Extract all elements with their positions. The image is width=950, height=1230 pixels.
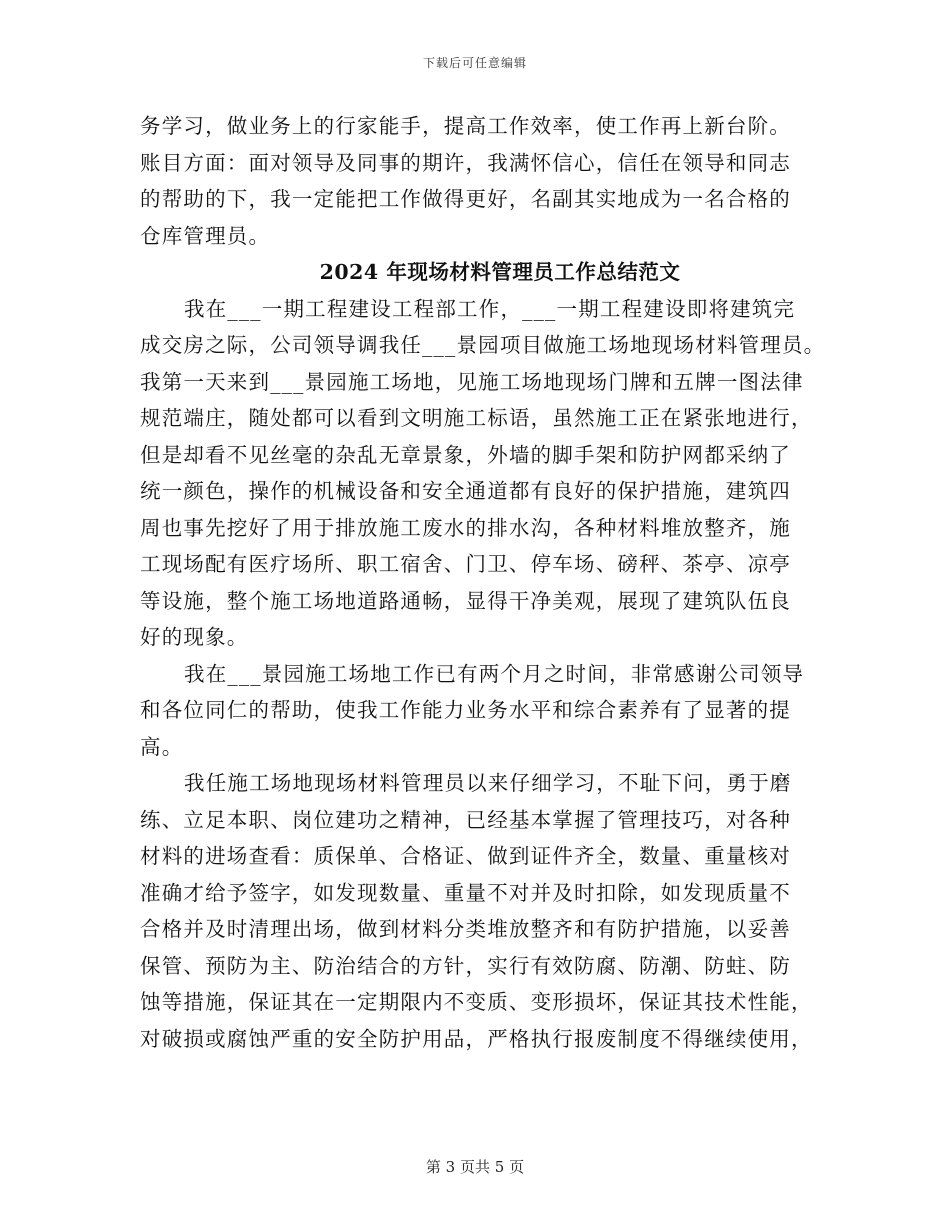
text-line: 务学习，做业务上的行家能手，提高工作效率，使工作再上新台阶。 — [140, 114, 791, 138]
text-line: 准确才给予签字，如发现数量、重量不对并及时扣除，如发现质量不 — [140, 880, 791, 905]
text-line: 成交房之际，公司领导调我任___景园项目做施工场地现场材料管理员。 — [140, 333, 826, 357]
paragraph-first-line: 我任施工场地现场材料管理员以来仔细学习，不耻下问，勇于磨 — [184, 771, 792, 795]
paragraph-first-line: 我在___一期工程建设工程部工作，___一期工程建设即将建筑完 — [184, 296, 796, 321]
text-line: 的帮助的下，我一定能把工作做得更好，名副其实地成为一名合格的 — [140, 187, 791, 211]
text-line: 统一颜色，操作的机械设备和安全通道都有良好的保护措施，建筑四 — [140, 479, 791, 503]
section-title: 2024 年现场材料管理员工作总结范文 — [319, 260, 681, 284]
text-line: 工现场配有医疗场所、职工宿舍、门卫、停车场、磅秤、茶亭、凉亭 — [140, 552, 791, 576]
text-line: 保管、预防为主、防治结合的方针，实行有效防腐、防潮、防蛀、防 — [140, 953, 791, 978]
text-line: 仓库管理员。 — [140, 223, 271, 248]
text-line: 我第一天来到___景园施工场地，见施工场地现场门牌和五牌一图法律 — [140, 369, 804, 394]
header-note: 下载后可任意编辑 — [422, 56, 527, 70]
text-line: 账目方面：面对领导及同事的期许，我满怀信心，信任在领导和同志 — [140, 150, 791, 175]
text-line: 蚀等措施，保证其在一定期限内不变质、变形损坏，保证其技术性能， — [140, 990, 813, 1014]
text-line: 高。 — [140, 734, 184, 759]
text-line: 合格并及时清理出场，做到材料分类堆放整齐和有防护措施，以妥善 — [140, 917, 791, 941]
text-line: 材料的进场查看：质保单、合格证、做到证件齐全，数量、重量核对 — [140, 844, 791, 868]
text-line: 周也事先挖好了用于排放施工废水的排水沟，各种材料堆放整齐，施 — [140, 515, 791, 540]
text-line: 对破损或腐蚀严重的安全防护用品，严格执行报废制度不得继续使用， — [140, 1026, 813, 1051]
text-line: 和各位同仁的帮助，使我工作能力业务水平和综合素养有了显著的提 — [140, 698, 791, 722]
page-number-footer: 第 3 页共 5 页 — [425, 1158, 525, 1176]
document-body — [140, 108, 826, 1057]
paragraph-first-line: 我在___景园施工场地工作已有两个月之时间，非常感谢公司领导 — [184, 661, 805, 686]
text-line: 等设施，整个施工场地道路通畅，显得干净美观，展现了建筑队伍良 — [140, 588, 791, 613]
text-line: 但是却看不见丝毫的杂乱无章景象，外墙的脚手架和防护网都采纳了 — [140, 442, 791, 467]
text-line: 规范端庄，随处都可以看到文明施工标语，虽然施工正在紧张地进行， — [140, 406, 813, 430]
text-line: 好的现象。 — [140, 625, 249, 649]
text-line: 练、立足本职、岗位建功之精神，已经基本掌握了管理技巧，对各种 — [140, 807, 791, 832]
